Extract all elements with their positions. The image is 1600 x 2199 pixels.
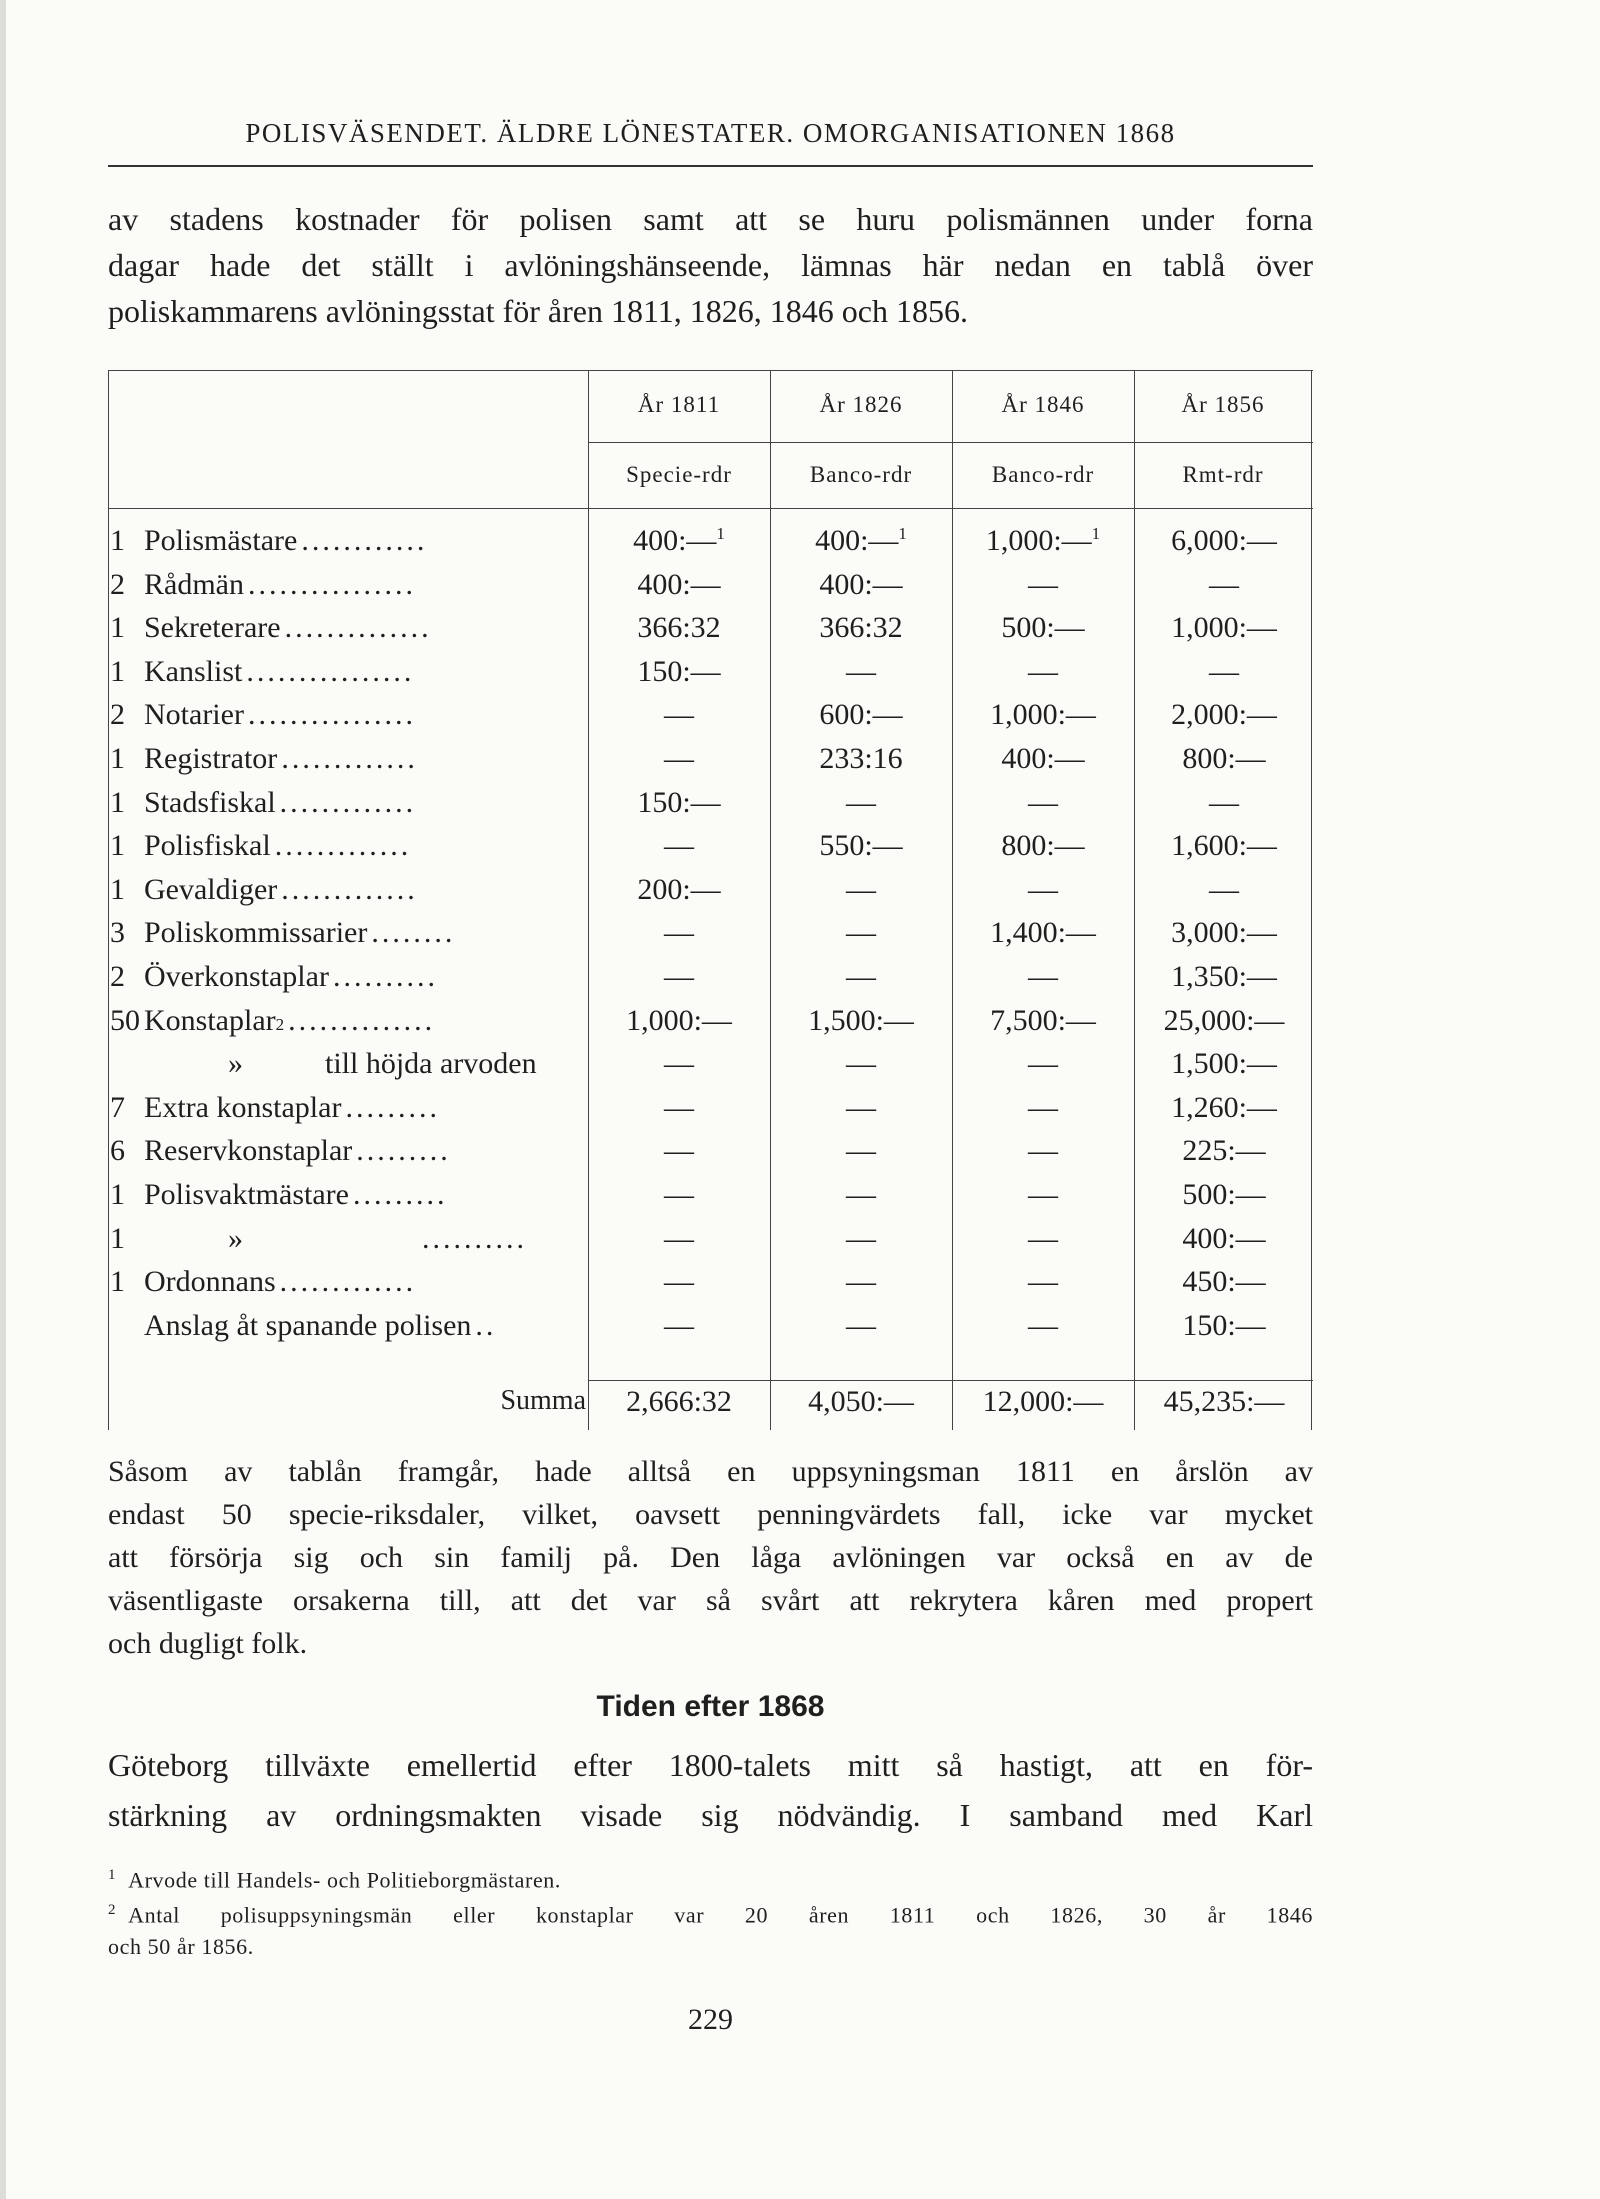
paragraph-line: och dugligt folk. — [108, 1627, 308, 1660]
salary-value — [954, 873, 1132, 907]
body-paragraph — [108, 1450, 1313, 1665]
row-label — [108, 1134, 588, 1177]
salary-value — [590, 1134, 768, 1168]
leader-dots: ......... — [356, 1134, 451, 1168]
salary-value — [954, 829, 1132, 863]
salary-value — [954, 1134, 1132, 1168]
salary-amount: — — [1028, 1265, 1058, 1299]
salary-table — [108, 370, 1313, 1435]
row-count: 1 — [110, 1221, 125, 1255]
salary-amount: 1,260:— — [1171, 1090, 1277, 1124]
salary-value — [1135, 873, 1313, 907]
row-count: 2 — [110, 698, 125, 732]
salary-value — [954, 1178, 1132, 1212]
table-row — [108, 1091, 1313, 1134]
salary-value — [772, 611, 950, 645]
salary-value — [772, 1309, 950, 1343]
salary-value — [1135, 829, 1313, 863]
salary-value — [954, 1047, 1132, 1081]
body-paragraph-2 — [108, 1740, 1313, 1840]
salary-value — [954, 655, 1132, 689]
row-title: Reservkonstaplar — [144, 1134, 353, 1168]
table-top-rule — [108, 370, 1313, 371]
footnote-line: och 50 år 1856. — [108, 1933, 254, 1959]
salary-value — [772, 568, 950, 602]
paragraph-line: endast 50 specie-riksdaler, vilket, oavsett penningvärdets fall, icke var mycket — [108, 1498, 1313, 1531]
salary-value — [954, 786, 1132, 820]
salary-amount: — — [664, 1265, 694, 1299]
salary-value — [590, 1091, 768, 1125]
row-label — [108, 1004, 588, 1047]
row-title: Notarier — [144, 698, 244, 732]
salary-value — [954, 1091, 1132, 1125]
salary-amount: 366:32 — [819, 611, 903, 645]
salary-amount: — — [1028, 1134, 1058, 1168]
leader-dots: .......... — [422, 1221, 527, 1255]
salary-amount: — — [664, 1308, 694, 1342]
salary-amount: 2,000:— — [1171, 698, 1277, 732]
salary-amount: — — [846, 654, 876, 688]
sum-value: 4,050:— — [808, 1385, 914, 1418]
paragraph-line: Göteborg tillväxte emellertid efter 1800-talets mitt så hastigt, att en för- — [108, 1747, 1313, 1783]
salary-amount: 550:— — [819, 829, 903, 863]
intro-line: dagar hade det ställt i avlöningshänseende, lämnas här nedan en tablå över — [108, 247, 1313, 283]
salary-amount: — — [1028, 567, 1058, 601]
row-label — [108, 829, 588, 872]
row-title: Polismästare — [144, 524, 298, 557]
salary-amount: — — [664, 1178, 694, 1211]
salary-amount: 6,000:— — [1171, 524, 1277, 557]
salary-amount: 1,500:— — [1171, 1047, 1277, 1081]
salary-amount: — — [1028, 654, 1058, 688]
salary-amount: 3,000:— — [1171, 916, 1277, 950]
row-label — [108, 1222, 588, 1265]
salary-amount: 150:— — [637, 785, 721, 819]
row-count: 1 — [110, 611, 125, 645]
salary-amount: — — [846, 1221, 876, 1255]
page-edge-shadow — [0, 0, 6, 2199]
salary-value — [590, 1047, 768, 1081]
row-label — [108, 1047, 588, 1090]
row-count: 2 — [110, 960, 125, 993]
salary-amount: — — [664, 1134, 694, 1168]
intro-line: poliskammarens avlöningsstat för åren 1811, 1826, 1846 och 1856. — [108, 293, 968, 329]
footnote-ref: 1 — [716, 524, 725, 543]
salary-amount: 1,000:— — [1171, 611, 1277, 645]
table-row — [108, 742, 1313, 785]
salary-amount: — — [846, 1308, 876, 1342]
salary-value — [1135, 1309, 1313, 1343]
ditto-mark: » — [228, 1221, 243, 1255]
salary-value — [1135, 611, 1313, 645]
year-header: År 1856 — [1181, 392, 1265, 417]
salary-amount: 800:— — [1001, 829, 1085, 863]
salary-amount: 400:— — [633, 524, 717, 557]
leader-dots: ................ — [247, 698, 416, 732]
salary-amount: — — [1028, 1308, 1058, 1342]
salary-amount: — — [664, 916, 694, 950]
salary-amount: — — [1028, 1090, 1058, 1124]
salary-amount: — — [846, 872, 876, 906]
row-title: Poliskommissarier — [144, 916, 368, 950]
row-count: 1 — [110, 872, 125, 906]
salary-amount: 1,000:— — [985, 524, 1092, 557]
salary-value — [1135, 524, 1313, 558]
salary-value — [590, 611, 768, 645]
salary-amount: 500:— — [1182, 1178, 1266, 1211]
salary-amount: 800:— — [1182, 742, 1266, 775]
leader-dots: ......... — [345, 1090, 440, 1124]
salary-value — [1135, 1178, 1313, 1212]
leader-dots: .. — [475, 1308, 497, 1342]
salary-value — [590, 1309, 768, 1343]
sum-rule — [588, 1380, 1313, 1381]
salary-value — [954, 1309, 1132, 1343]
sum-row — [108, 1385, 1313, 1430]
salary-amount: 400:— — [637, 567, 721, 601]
salary-amount: 450:— — [1182, 1265, 1266, 1299]
currency-header: Banco-rdr — [809, 462, 913, 487]
row-label — [108, 524, 588, 567]
table-row — [108, 1265, 1313, 1308]
row-count: 2 — [110, 567, 125, 601]
row-label — [108, 611, 588, 654]
salary-value — [954, 1004, 1132, 1038]
row-label — [108, 1265, 588, 1308]
salary-amount: — — [846, 1047, 876, 1081]
salary-amount: 400:— — [819, 567, 903, 601]
row-title: Kanslist — [144, 654, 243, 688]
salary-amount: — — [1209, 872, 1239, 906]
table-row — [108, 1134, 1313, 1177]
leader-dots: ......... — [352, 1178, 448, 1211]
salary-value — [590, 1265, 768, 1299]
row-label — [108, 742, 588, 785]
salary-value — [772, 1004, 950, 1038]
row-label — [108, 698, 588, 741]
row-title: Registrator — [144, 742, 278, 775]
row-label — [108, 873, 588, 916]
salary-value — [1135, 1047, 1313, 1081]
row-label — [108, 960, 588, 1003]
row-count: 1 — [110, 654, 125, 688]
table-row — [108, 698, 1313, 741]
salary-value — [590, 960, 768, 994]
salary-amount: 1,500:— — [808, 1003, 914, 1037]
salary-amount: — — [664, 960, 694, 993]
paragraph-line: väsentligaste orsakerna till, att det var så svårt att rekrytera kåren med propert — [108, 1584, 1313, 1617]
row-count: 7 — [110, 1090, 125, 1124]
header-rule — [108, 165, 1313, 167]
leader-dots: .............. — [288, 1003, 436, 1037]
salary-value — [954, 960, 1132, 994]
leader-dots: ............. — [274, 829, 412, 863]
row-title: Anslag åt spanande polisen — [144, 1308, 472, 1342]
table-row — [108, 524, 1313, 567]
salary-value — [1135, 1004, 1313, 1038]
salary-value — [590, 829, 768, 863]
salary-amount: — — [1028, 1178, 1058, 1211]
sum-value: 12,000:— — [982, 1385, 1104, 1418]
leader-dots: ............. — [279, 1265, 417, 1299]
year-header: År 1826 — [819, 392, 903, 417]
salary-value — [954, 611, 1132, 645]
salary-value — [772, 829, 950, 863]
row-title: Konstaplar — [144, 1003, 276, 1037]
salary-value — [954, 1265, 1132, 1299]
row-title: Stadsfiskal — [144, 785, 276, 819]
row-title: Extra konstaplar — [144, 1090, 342, 1124]
salary-value — [954, 742, 1132, 776]
row-count: 1 — [110, 785, 125, 819]
salary-amount: — — [1028, 1221, 1058, 1255]
row-title: Polisvaktmästare — [144, 1178, 349, 1211]
row-count: 1 — [110, 1265, 125, 1299]
salary-amount: 1,000:— — [990, 698, 1096, 732]
salary-amount: — — [664, 1047, 694, 1081]
leader-dots: ................ — [247, 567, 416, 601]
salary-value — [954, 1222, 1132, 1256]
salary-amount: — — [1028, 960, 1058, 993]
footnote-mark: 1 — [108, 1867, 117, 1883]
leader-dots: ............ — [301, 524, 428, 557]
row-label — [108, 1178, 588, 1221]
table-row — [108, 1004, 1313, 1047]
paragraph-line: att försörja sig och sin familj på. Den låga avlöningen var också en av de — [108, 1541, 1313, 1574]
salary-value — [590, 916, 768, 950]
leader-dots: ............. — [281, 872, 418, 906]
sum-label: Summa — [500, 1385, 586, 1416]
year-header: År 1811 — [637, 392, 721, 417]
row-count: 50 — [110, 1003, 140, 1037]
salary-amount: 500:— — [1001, 611, 1085, 645]
table-row — [108, 829, 1313, 872]
footnote-line — [108, 1895, 1313, 1930]
salary-value — [772, 698, 950, 732]
ditto-mark: » — [228, 1047, 243, 1081]
salary-value — [772, 1178, 950, 1212]
salary-amount: 1,400:— — [990, 916, 1096, 950]
currency-header: Rmt-rdr — [1182, 462, 1264, 487]
row-count: 1 — [110, 524, 125, 557]
row-count: 1 — [110, 1178, 125, 1211]
salary-amount: 366:32 — [637, 611, 721, 645]
salary-value — [954, 524, 1132, 558]
paragraph-line: Såsom av tablån framgår, hade alltså en uppsyningsman 1811 en årslön av — [108, 1455, 1313, 1488]
salary-value — [590, 655, 768, 689]
salary-value — [1135, 655, 1313, 689]
salary-value — [590, 568, 768, 602]
footnote-2 — [108, 1895, 1313, 1961]
section-title: Tiden efter 1868 — [596, 1690, 825, 1723]
salary-amount: — — [664, 1221, 694, 1255]
salary-amount: 7,500:— — [990, 1003, 1096, 1037]
row-title: Polisfiskal — [144, 829, 271, 863]
row-title: Överkonstaplar — [144, 960, 329, 993]
row-count: 1 — [110, 829, 125, 863]
footnote-mark: 2 — [108, 1902, 117, 1919]
salary-value — [772, 655, 950, 689]
row-label — [108, 1091, 588, 1134]
salary-value — [590, 1178, 768, 1212]
currency-header: Banco-rdr — [991, 462, 1095, 487]
table-row — [108, 568, 1313, 611]
salary-value — [954, 698, 1132, 732]
salary-amount: 150:— — [1182, 1308, 1266, 1342]
table-row — [108, 916, 1313, 959]
salary-value — [590, 1222, 768, 1256]
sum-value: 45,235:— — [1163, 1385, 1285, 1418]
row-title: Gevaldiger — [144, 872, 278, 906]
salary-amount: — — [1209, 654, 1239, 688]
running-head: POLISVÄSENDET. ÄLDRE LÖNESTATER. OMORGANISATIONEN 1868 — [245, 118, 1176, 148]
salary-value — [954, 916, 1132, 950]
salary-value — [772, 1222, 950, 1256]
salary-value — [590, 786, 768, 820]
salary-value — [772, 873, 950, 907]
salary-amount: 200:— — [637, 872, 721, 906]
row-title: Rådmän — [144, 567, 244, 601]
salary-amount: — — [846, 1178, 876, 1211]
salary-value — [1135, 960, 1313, 994]
salary-amount: 400:— — [815, 524, 899, 557]
leader-dots: .......... — [332, 960, 438, 993]
row-title: Sekreterare — [144, 611, 281, 645]
leader-dots: ................ — [246, 654, 415, 688]
salary-amount: — — [1209, 567, 1239, 601]
salary-value — [590, 1004, 768, 1038]
salary-value — [772, 1134, 950, 1168]
salary-amount: — — [1028, 1047, 1058, 1081]
salary-amount: — — [846, 785, 876, 819]
salary-value — [1135, 742, 1313, 776]
salary-value — [772, 742, 950, 776]
salary-value — [1135, 1222, 1313, 1256]
salary-value — [1135, 1134, 1313, 1168]
year-header: År 1846 — [1001, 392, 1085, 417]
table-row — [108, 960, 1313, 1003]
footnote-ref: 1 — [898, 524, 907, 543]
salary-amount: — — [664, 742, 694, 775]
row-count: 6 — [110, 1134, 125, 1168]
salary-amount: 25,000:— — [1163, 1003, 1285, 1037]
footnote-ref: 2 — [275, 1014, 285, 1034]
salary-amount: 1,600:— — [1171, 829, 1277, 863]
paragraph-line: stärkning av ordningsmakten visade sig nödvändig. I samband med Karl — [108, 1797, 1313, 1833]
salary-value — [590, 698, 768, 732]
salary-value — [772, 1047, 950, 1081]
salary-amount: — — [1028, 785, 1058, 819]
table-row — [108, 786, 1313, 829]
salary-amount: 225:— — [1182, 1134, 1266, 1168]
salary-amount: — — [846, 1265, 876, 1299]
salary-value — [590, 742, 768, 776]
row-label — [108, 1309, 588, 1352]
salary-value — [1135, 1091, 1313, 1125]
salary-amount: 600:— — [819, 698, 903, 732]
row-label — [108, 786, 588, 829]
table-row — [108, 1222, 1313, 1265]
salary-value — [590, 524, 768, 558]
footnote-1 — [108, 1860, 1313, 1895]
intro-paragraph — [108, 196, 1313, 334]
footnote-text: Arvode till Handels- och Politieborgmästaren. — [128, 1867, 562, 1893]
salary-value — [1135, 698, 1313, 732]
table-row — [108, 611, 1313, 654]
salary-value — [1135, 568, 1313, 602]
salary-amount: 233:16 — [819, 742, 903, 775]
row-count: 3 — [110, 916, 125, 950]
footnotes — [108, 1860, 1313, 1962]
header-mid-rule — [588, 442, 1313, 443]
footnote-text: Antal polisuppsyningsmän eller konstaplar var 20 åren 1811 och 1826, 30 år 1846 — [128, 1902, 1313, 1928]
salary-value — [1135, 916, 1313, 950]
salary-amount: — — [1209, 785, 1239, 819]
salary-amount: 400:— — [1182, 1221, 1266, 1255]
leader-dots: ............. — [279, 785, 417, 819]
salary-amount: 1,350:— — [1171, 960, 1277, 993]
leader-dots: ........ — [371, 916, 456, 950]
salary-value — [772, 786, 950, 820]
currency-header: Specie-rdr — [626, 462, 732, 487]
intro-line: av stadens kostnader för polisen samt att se huru polismännen under forna — [108, 201, 1313, 237]
table-row — [108, 1178, 1313, 1221]
table-row — [108, 655, 1313, 698]
row-title: till höjda arvoden — [325, 1047, 537, 1081]
leader-dots: ............. — [281, 742, 418, 775]
salary-value — [772, 1265, 950, 1299]
header-bottom-rule — [108, 508, 1313, 509]
row-label — [108, 916, 588, 959]
salary-amount: — — [846, 1090, 876, 1124]
table-row — [108, 873, 1313, 916]
salary-value — [954, 568, 1132, 602]
sum-value: 2,666:32 — [626, 1385, 732, 1418]
salary-value — [772, 960, 950, 994]
footnote-ref: 1 — [1091, 524, 1101, 543]
salary-amount: — — [846, 916, 876, 950]
salary-value — [1135, 1265, 1313, 1299]
salary-amount: — — [1028, 872, 1058, 906]
salary-value — [772, 524, 950, 558]
salary-amount: 1,000:— — [626, 1003, 732, 1037]
salary-amount: — — [846, 1134, 876, 1168]
row-label — [108, 655, 588, 698]
salary-amount: — — [664, 1090, 694, 1124]
row-label — [108, 568, 588, 611]
salary-amount: — — [846, 960, 876, 993]
table-row — [108, 1309, 1313, 1352]
table-row — [108, 1047, 1313, 1090]
salary-amount: — — [664, 829, 694, 863]
salary-amount: 400:— — [1001, 742, 1085, 775]
salary-amount: 150:— — [637, 654, 721, 688]
salary-value — [590, 873, 768, 907]
salary-value — [772, 1091, 950, 1125]
row-title: Ordonnans — [144, 1265, 276, 1299]
row-count: 1 — [110, 742, 125, 775]
salary-value — [1135, 786, 1313, 820]
page-number: 229 — [688, 2003, 733, 2036]
leader-dots: .............. — [284, 611, 432, 645]
salary-value — [772, 916, 950, 950]
salary-amount: — — [664, 698, 694, 732]
